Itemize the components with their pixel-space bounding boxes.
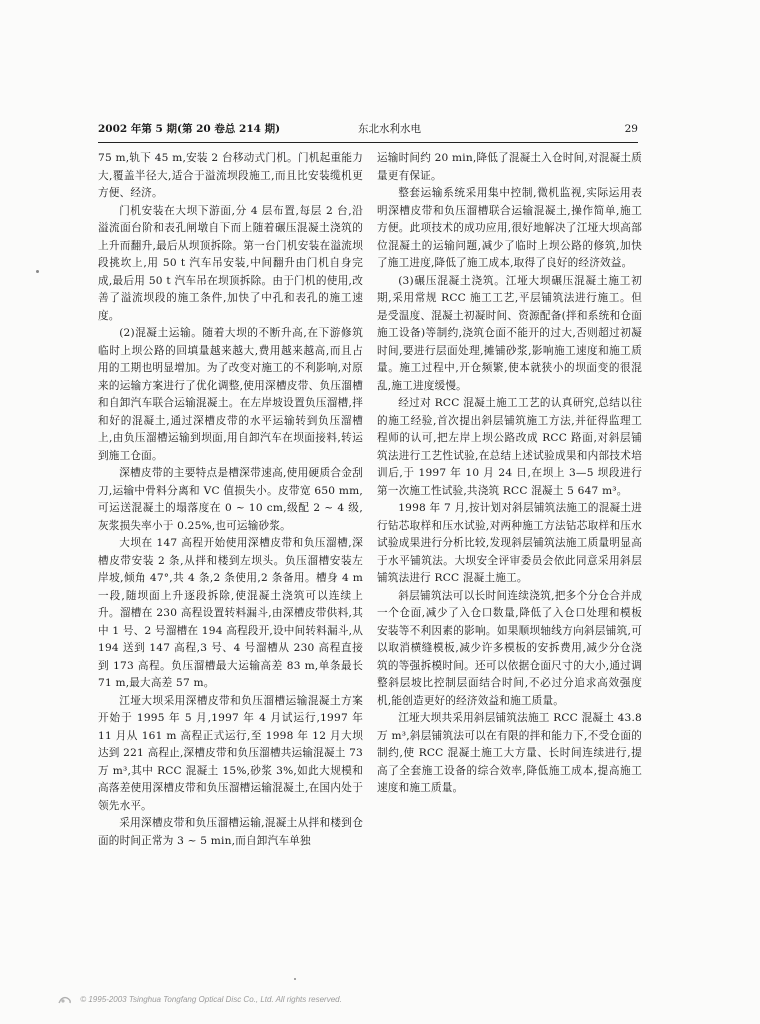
paragraph: 门机安装在大坝下游面,分 4 层布置,每层 2 台,沿溢流面台阶和表孔闸墩自下而上随着碾压混凝土浇筑的上升而翻升,最后从坝顶拆除。第一台门机安装在溢流坝段挑坎上,用 50 t 汽车吊安装,中间翻升由门机自身完成,最后用 50 t 汽车吊在坝顶拆除。由于门机的使用,改善了溢流坝段的施工条件,加快了中孔和表孔的施工速度。 (98, 204, 363, 322)
paragraph: 江垭大坝采用深槽皮带和负压溜槽运输混凝土方案开始于 1995 年 5 月,1997 年 4 月试运行,1997 年 11 月从 161 m 高程正式运行,至 1998 年 12 月大坝达到 221 高程止,深槽皮带和负压溜槽共运输混凝土 73 万 m³,其中 RCC 混凝土 15%,砂浆 3%,如此大规模和高落差使用深槽皮带和负压溜槽运输混凝土,在国内处于领先水平。 (98, 694, 363, 812)
paragraph: 经过对 RCC 混凝土施工工艺的认真研究,总结以往的施工经验,首次提出斜层铺筑施工方法,并征得监理工程师的认可,把左岸上坝公路改成 RCC 路面,对斜层铺筑法进行工艺性试验,在总结上述试验成果和内部技术培训后,于 1997 年 10 月 24 日,在坝上 3—5 坝段进行第一次施工性试验,共浇筑 RCC 混凝土 5 647 m³。 (377, 397, 642, 497)
left-column (98, 150, 363, 850)
journal-name: 东北水利水电 (358, 123, 421, 135)
paragraph: (2)混凝土运输。随着大坝的不断升高,在下游修筑临时上坝公路的回填量越来越大,费用越来越高,而且占用的工期也明显增加。为了改变对施工的不利影响,对原来的运输方案进行了优化调整,使用深槽皮带、负压溜槽和自卸汽车联合运输混凝土。在左岸坡设置负压溜槽,拌和好的混凝土,通过深槽皮带的水平运输转到负压溜槽上,由负压溜槽运输到坝面,用自卸汽车在坝面接料,转运到施工仓面。 (98, 327, 363, 462)
page-number: 29 (624, 123, 638, 135)
paragraph: 深槽皮带的主要特点是槽深带速高,使用硬质合金刮刀,运输中骨料分离和 VC 值损失小。皮带宽 650 mm,可运送混凝土的塌落度在 0 ~ 10 cm,级配 2 ~ 4 级,灰浆损失率小于 0.25%,也可运输砂浆。 (98, 467, 363, 532)
paragraph: (3)碾压混凝土浇筑。江垭大坝碾压混凝土施工初期,采用常规 RCC 施工工艺,平层铺筑法进行施工。但是受温度、混凝土初凝时间、资源配备(拌和系统和仓面施工设备)等制约,浇筑仓面不能开的过大,否则超过初凝时间,要进行层面处理,摊铺砂浆,影响施工速度和施工质量。施工过程中,开仓频繁,使本就狭小的坝面变的很混乱,施工进度缓慢。 (377, 274, 642, 392)
paragraph: 江垭大坝共采用斜层铺筑法施工 RCC 混凝土 43.8 万 m³,斜层铺筑法可以在有限的拌和能力下,不受仓面的制约,使 RCC 混凝土施工大方量、长时间连续进行,提高了全套施工设备的综合效率,降低施工成本,提高施工速度和施工质量。 (377, 712, 642, 794)
copyright-footer (58, 993, 558, 1007)
issue-info: 2002 年第 5 期(第 20 卷总 214 期) (98, 123, 281, 135)
running-header (98, 121, 638, 137)
paragraph: 1998 年 7 月,按计划对斜层铺筑法施工的混凝土进行钻芯取样和压水试验,对两种施工方法钻芯取样和压水试验成果进行分析比较,发现斜层铺筑法施工质量明显高于水平铺筑法。大坝安全评审委员会依此同意采用斜层铺筑法进行 RCC 混凝土施工。 (377, 502, 642, 584)
scan-speck (294, 978, 296, 980)
paragraph: 运输时间约 20 min,降低了混凝土入仓时间,对混凝土质量更有保证。 (377, 152, 642, 182)
copyright-text: © 1995-2003 Tsinghua Tongfang Optical Disc Co., Ltd. All rights reserved. (80, 995, 342, 1004)
publisher-logo-icon (58, 995, 72, 1005)
paragraph: 整套运输系统采用集中控制,微机监视,实际运用表明深槽皮带和负压溜槽联合运输混凝土,操作简单,施工方便。此项技术的成功应用,很好地解决了江垭大坝高部位混凝土的运输问题,减少了临时上坝公路的修筑,加快了施工进度,降低了施工成本,取得了良好的经济效益。 (377, 187, 642, 269)
paragraph: 采用深槽皮带和负压溜槽运输,混凝土从拌和楼到仓面的时间正常为 3 ~ 5 min,而自卸汽车单独 (98, 817, 363, 847)
paragraph: 75 m,轨下 45 m,安装 2 台移动式门机。门机起重能力大,覆盖半径大,适合于溢流坝段施工,而且比安装缆机更方便、经济。 (98, 152, 363, 199)
scan-speck (36, 270, 39, 273)
paragraph: 斜层铺筑法可以长时间连续浇筑,把多个分仓合并成一个仓面,减少了入仓口数量,降低了入仓口处理和模板安装等不利因素的影响。如果顺坝轴线方向斜层铺筑,可以取消横缝模板,减少许多模板的安拆费用,减少分仓浇筑的等强拆模时间。还可以依据仓面尺寸的大小,通过调整斜层坡比控制层面结合时间,不必过分追求高效强度机,能创造更好的经济效益和施工质量。 (377, 589, 642, 707)
header-rule (98, 142, 638, 143)
right-column (377, 150, 642, 798)
paragraph: 大坝在 147 高程开始使用深槽皮带和负压溜槽,深槽皮带安装 2 条,从拌和楼到左坝头。负压溜槽安装左岸坡,倾角 47°,共 4 条,2 条使用,2 条备用。槽身 4 m 一段,随坝面上升逐段拆除,使混凝土浇筑可以连续上升。溜槽在 230 高程设置转料漏斗,由深槽皮带供料,其中 1 号、2 号溜槽在 194 高程段开,设中间转料漏斗,从 194 送到 147 高程,3 号、4 号溜槽从 230 高程直接到 173 高程。负压溜槽最大运输高差 83 m,单条最长 71 m,最大高差 57 m。 (98, 537, 363, 689)
